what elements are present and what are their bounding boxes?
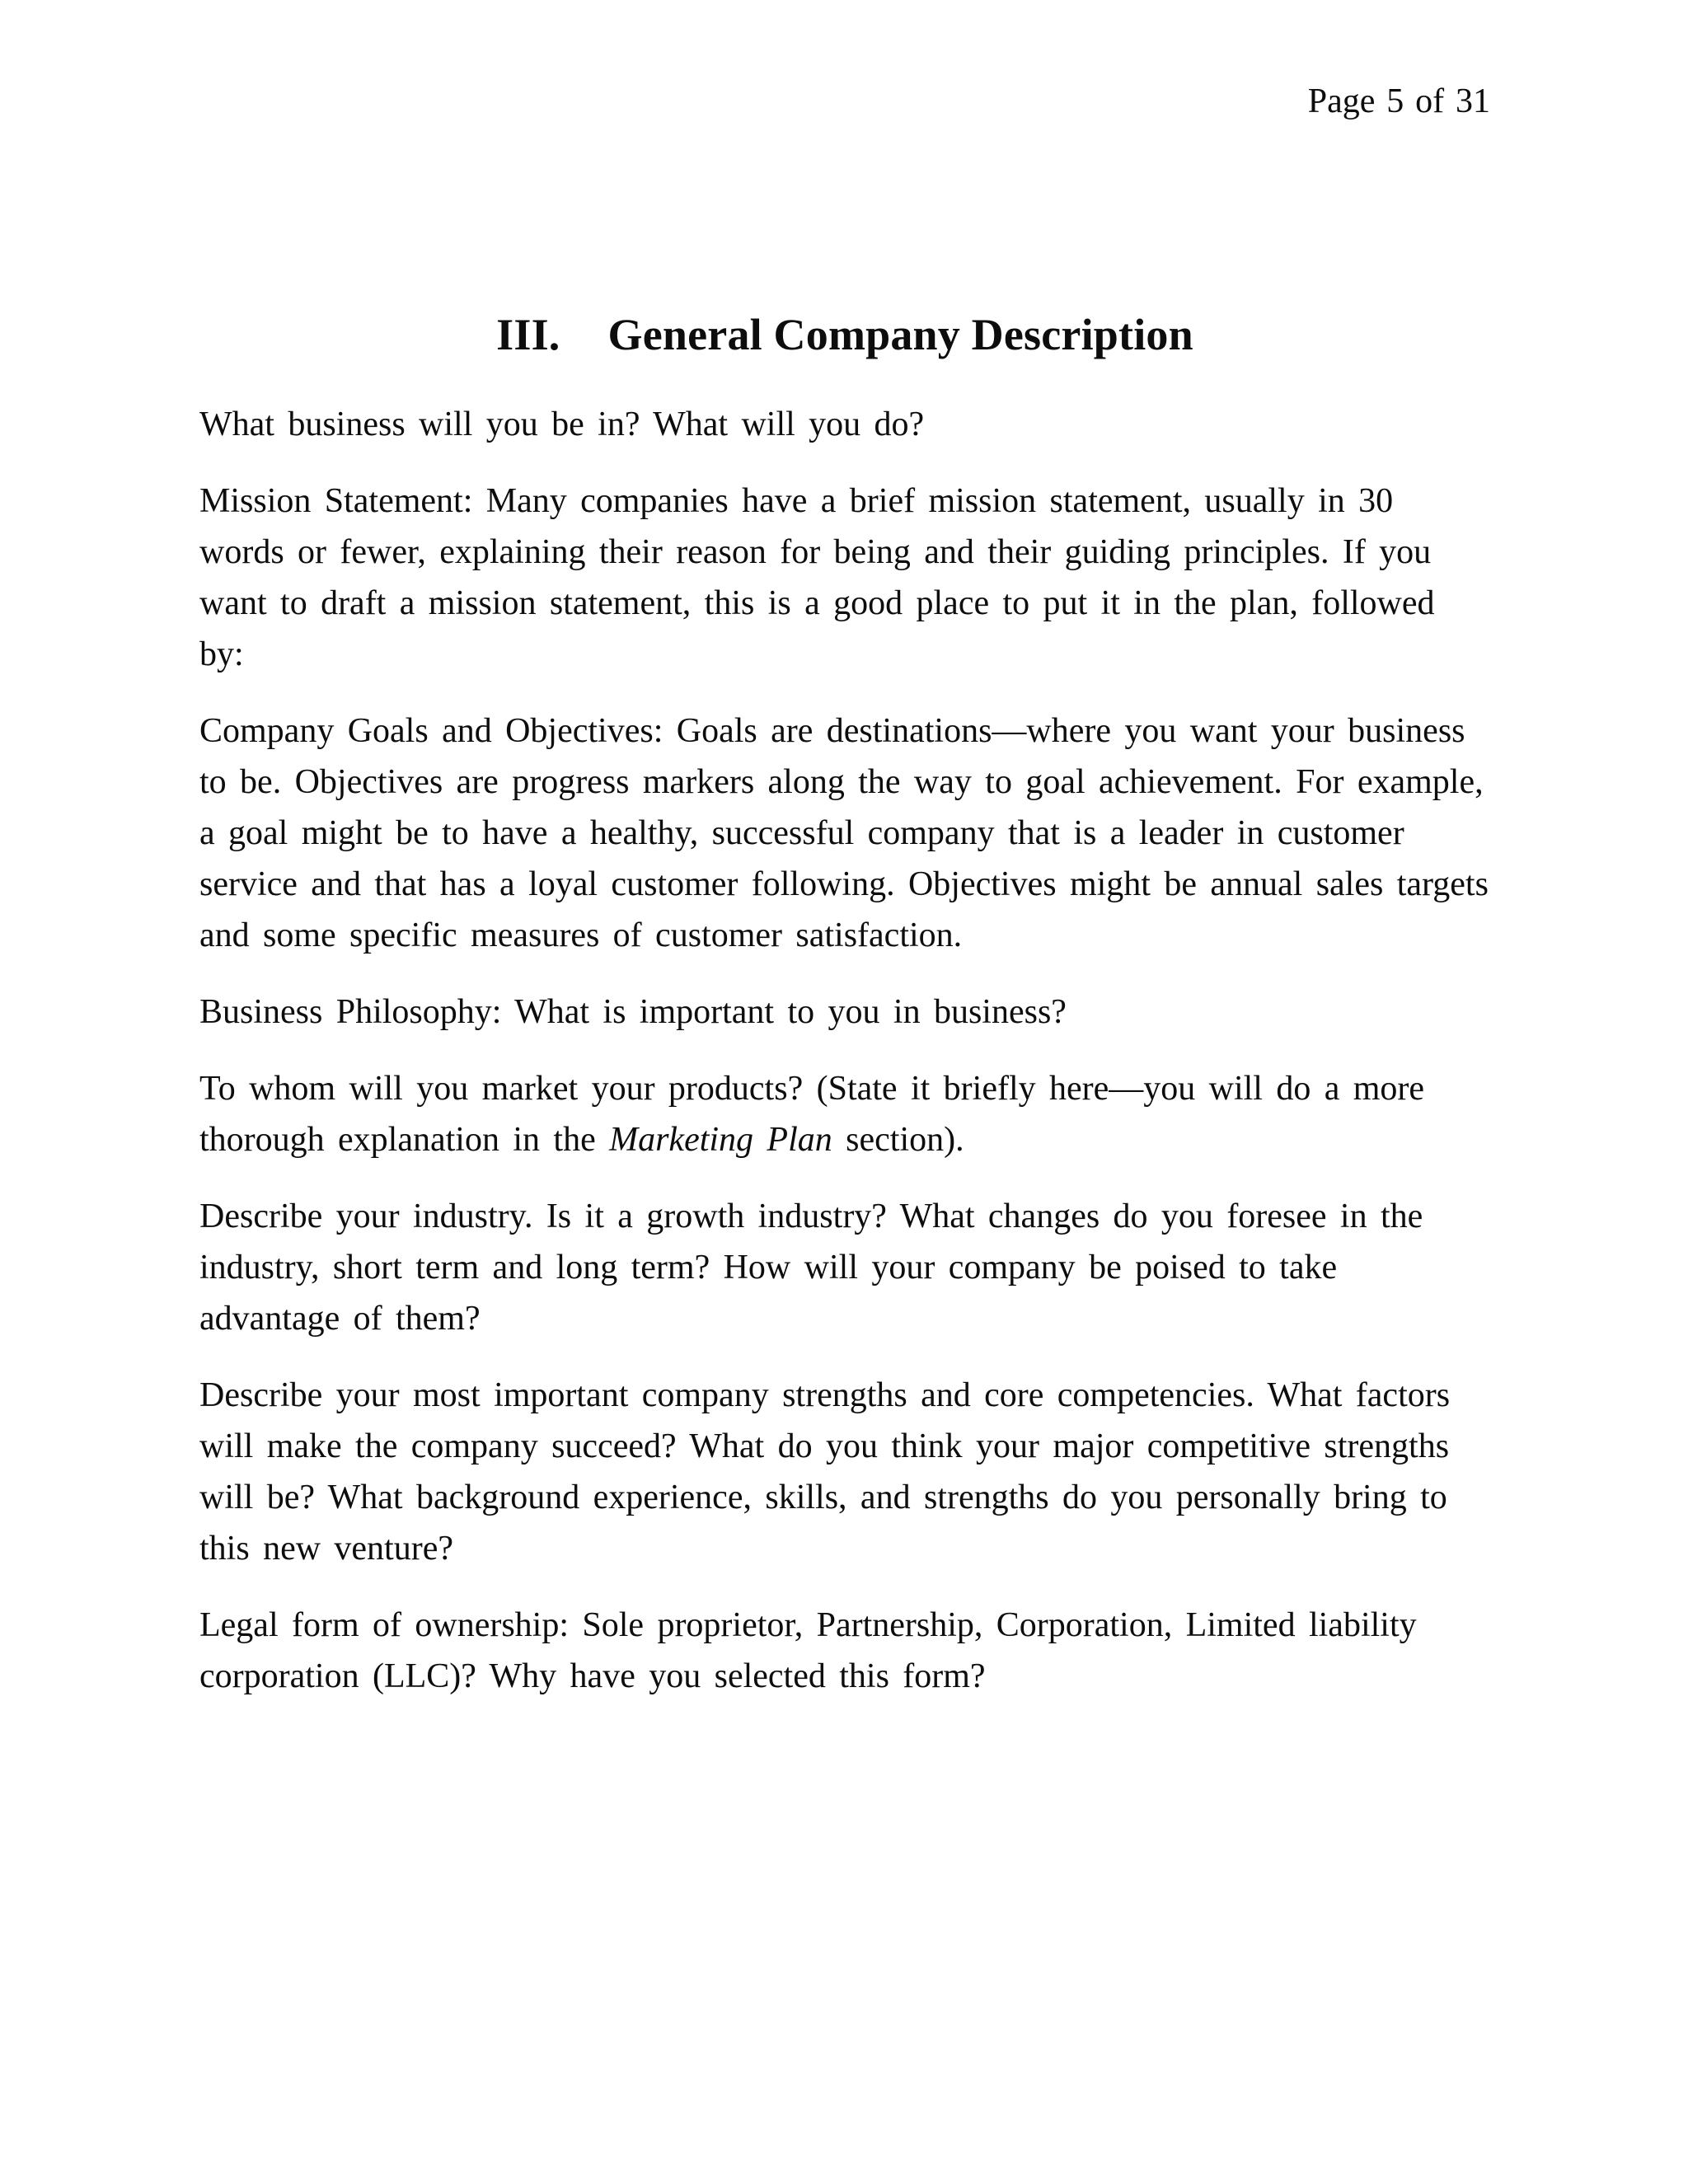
- section-heading: [199, 308, 1490, 361]
- marketing-plan-italic-reference: Marketing Plan: [609, 1121, 832, 1159]
- target-market-text-after: section).: [832, 1121, 964, 1159]
- page-number-header: Page 5 of 31: [1307, 82, 1490, 120]
- document-body: [199, 399, 1490, 1702]
- section-heading-numeral: III.: [496, 310, 560, 359]
- paragraph-goals-objectives: Company Goals and Objectives: Goals are destinations—where you want your business to be. Objectives are progress markers along the way to goal achievement. For example, a goal might be to have a healthy, successful company that is a leader in customer service and that has a loyal customer following. Objectives might be annual sales targets and some specific measures of customer satisfaction.: [199, 712, 1489, 954]
- paragraph-legal-form: Legal form of ownership: Sole proprietor, Partnership, Corporation, Limited liability corporation (LLC)? Why have you selected this form?: [199, 1606, 1417, 1695]
- paragraph-industry-description: Describe your industry. Is it a growth industry? What changes do you foresee in the industry, short term and long term? How will your company be poised to take advantage of them?: [199, 1197, 1423, 1338]
- paragraph-mission-statement: Mission Statement: Many companies have a brief mission statement, usually in 30 words or fewer, explaining their reason for being and their guiding principles. If you want to draft a mission statement, this is a good place to put it in the plan, followed by:: [199, 482, 1435, 673]
- paragraph-target-market: [199, 1063, 1490, 1165]
- paragraph-business-question: What business will you be in? What will you do?: [199, 405, 925, 443]
- section-heading-title: General Company Description: [607, 310, 1193, 359]
- paragraph-business-philosophy: Business Philosophy: What is important to you in business?: [199, 993, 1067, 1031]
- target-market-text-before: To whom will you market your products? (State it briefly here—you will do a more thorough explanation in the: [199, 1070, 1425, 1159]
- paragraph-company-strengths: Describe your most important company strengths and core competencies. What factors will make the company succeed? What do you think your major competitive strengths will be? What background experience, skills, and strengths do you personally bring to this new venture?: [199, 1376, 1451, 1568]
